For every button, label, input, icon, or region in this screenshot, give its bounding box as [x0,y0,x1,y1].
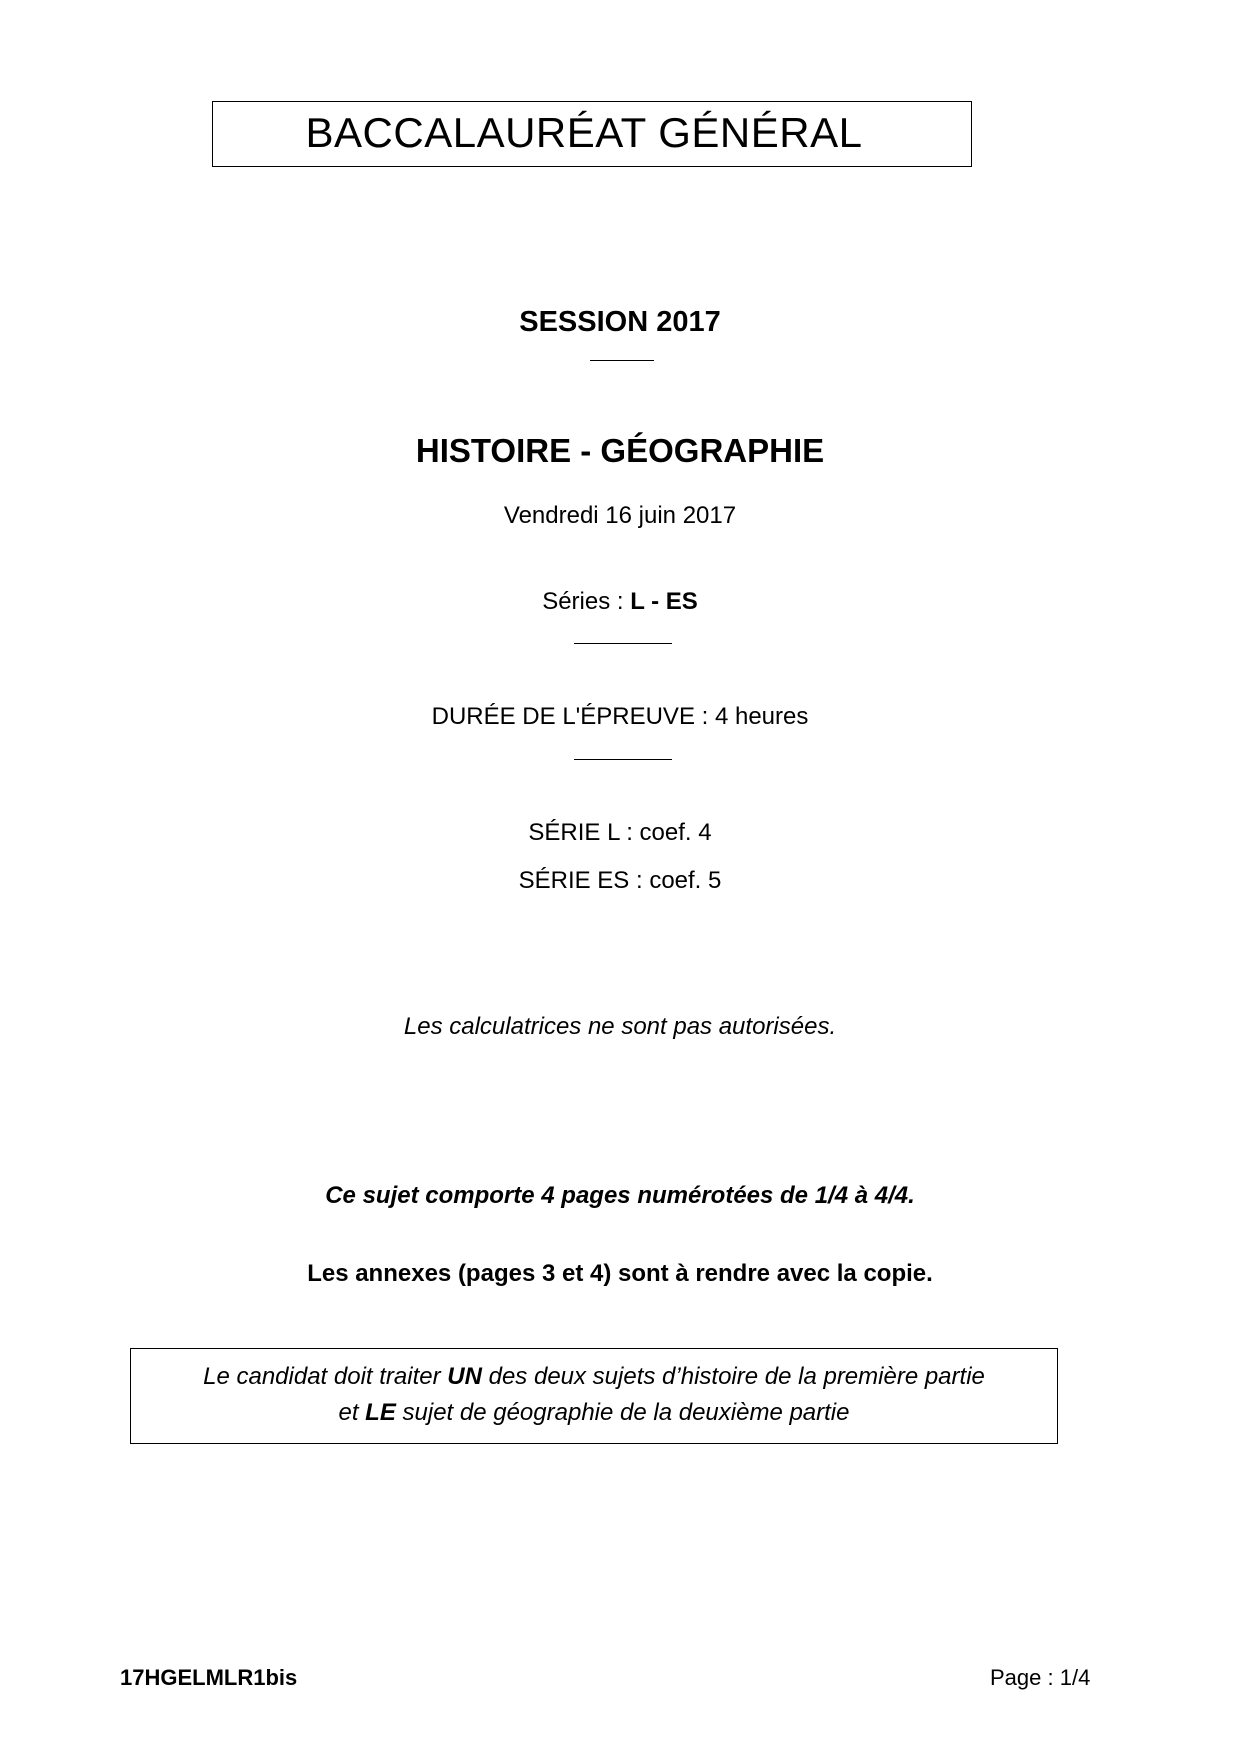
instructions-box [130,1348,1058,1444]
divider [574,759,672,760]
exam-duration: DURÉE DE L'ÉPREUVE : 4 heures [431,703,809,730]
instructions-text: des deux sujets d’histoire de la première partie [481,1363,985,1390]
series-label: Séries : [542,588,631,615]
annexes-note: Les annexes (pages 3 et 4) sont à rendre avec la copie. [307,1260,933,1287]
divider [574,643,672,644]
exam-date: Vendredi 16 juin 2017 [503,502,737,529]
document-code: 17HGELMLR1bis [120,1665,298,1690]
pages-note: Ce sujet comporte 4 pages numérotées de 1/4 à 4/4. [325,1182,915,1209]
divider [590,360,654,361]
subject-heading: HISTOIRE - GÉOGRAPHIE [415,432,825,469]
exam-title: BACCALAURÉAT GÉNÉRAL [305,109,863,156]
instructions-text: sujet de géographie de la deuxième partie [395,1399,850,1426]
series-line [0,588,1240,616]
instructions-emphasis: LE [365,1399,396,1426]
instructions-emphasis: UN [447,1363,482,1390]
exam-title-box [212,101,972,167]
instructions-line-2 [131,1399,1057,1427]
page-number: Page : 1/4 [990,1665,1091,1690]
instructions-text: Le candidat doit traiter [203,1363,448,1390]
instructions-line-1 [131,1363,1057,1391]
calculators-note: Les calculatrices ne sont pas autorisées. [403,1013,837,1040]
session-heading: SESSION 2017 [519,306,721,338]
instructions-text: et [338,1399,366,1426]
series-value: L - ES [630,588,698,615]
coef-serie-es: SÉRIE ES : coef. 5 [518,867,722,894]
coef-serie-l: SÉRIE L : coef. 4 [528,819,712,846]
